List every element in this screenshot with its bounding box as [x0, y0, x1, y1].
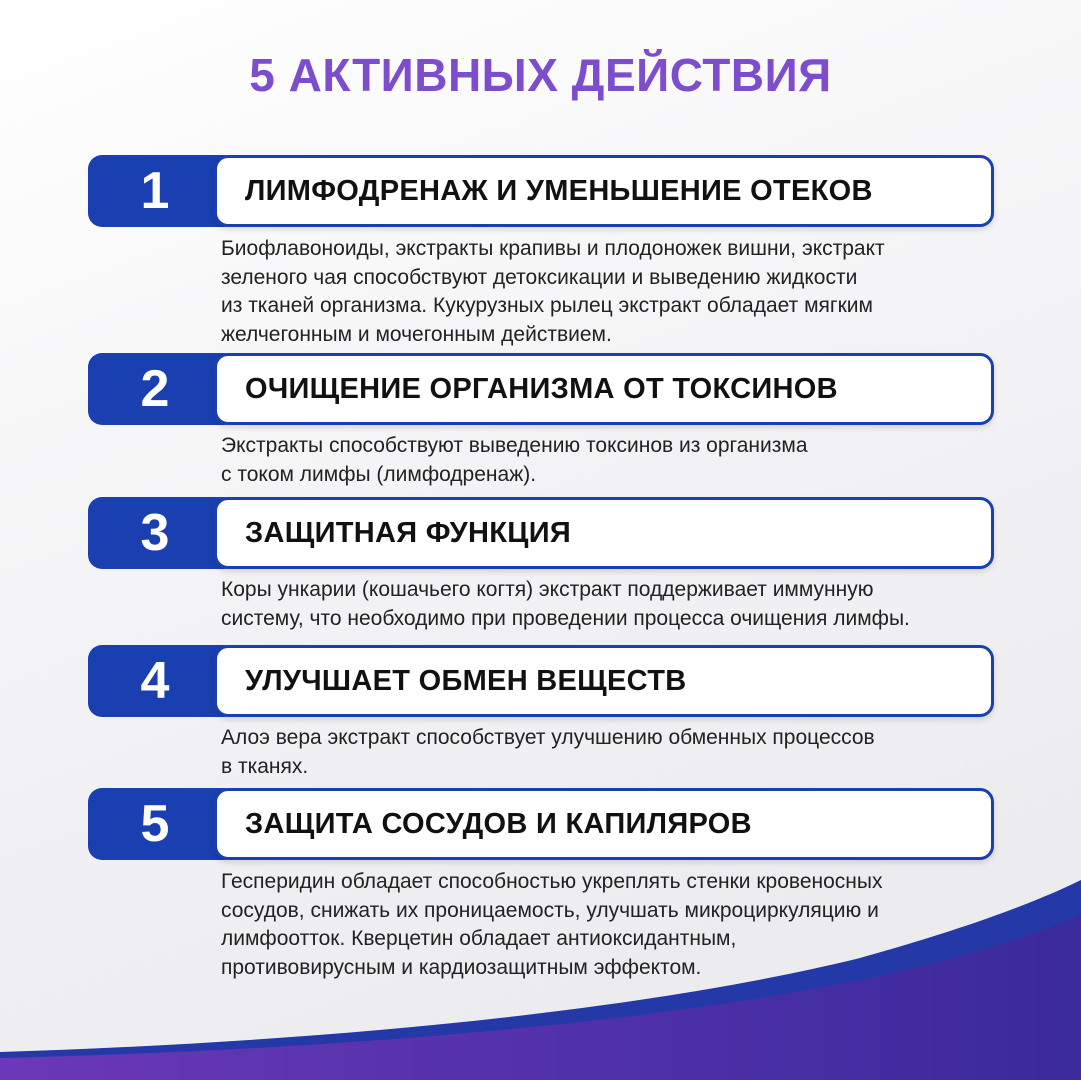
- description-line: зеленого чая способствуют детоксикации и выведению жидкости: [221, 265, 858, 289]
- item-description: [221, 576, 1021, 633]
- description-line: в тканях.: [221, 754, 309, 778]
- item-number-badge: 5: [88, 788, 238, 860]
- description-line: систему, что необходимо при проведении процесса очищения лимфы.: [221, 606, 910, 630]
- item-number-badge: 1: [88, 155, 238, 227]
- description-line: лимфоотток. Кверцетин обладает антиоксидантным,: [221, 927, 737, 950]
- item-heading: УЛУЧШАЕТ ОБМЕН ВЕЩЕСТВ: [214, 645, 994, 717]
- page-title: 5 АКТИВНЫХ ДЕЙСТВИЯ: [249, 49, 832, 101]
- item-description: [221, 724, 1021, 781]
- description-line: Гесперидин обладает способностью укреплять стенки кровеносных: [221, 870, 883, 893]
- description-line: желчегонным и мочегонным действием.: [221, 322, 612, 346]
- description-line: сосудов, снижать их проницаемость, улучшать микроциркуляцию и: [221, 898, 879, 922]
- item-number-badge: 3: [88, 497, 238, 569]
- item-heading: ОЧИЩЕНИЕ ОРГАНИЗМА ОТ ТОКСИНОВ: [214, 353, 994, 425]
- description-line: с током лимфы (лимфодренаж).: [221, 462, 537, 486]
- item-number-badge: 2: [88, 353, 238, 425]
- item-number-badge: 4: [88, 645, 238, 717]
- description-line: противовирусным и кардиозащитным эффектом.: [221, 955, 702, 979]
- item-heading: ЛИМФОДРЕНАЖ И УМЕНЬШЕНИЕ ОТЕКОВ: [214, 155, 994, 227]
- item-description: [221, 235, 1021, 349]
- description-line: Экстракты способствуют выведению токсинов из организма: [221, 434, 808, 457]
- item-heading: ЗАЩИТНАЯ ФУНКЦИЯ: [214, 497, 994, 569]
- description-line: Коры ункарии (кошачьего когтя) экстракт поддерживает иммунную: [221, 578, 874, 601]
- item-description: [221, 432, 1021, 489]
- description-line: Алоэ вера экстракт способствует улучшению обменных процессов: [221, 726, 875, 749]
- item-description: [221, 868, 1021, 982]
- item-heading: ЗАЩИТА СОСУДОВ И КАПИЛЯРОВ: [214, 788, 994, 860]
- description-line: Биофлавоноиды, экстракты крапивы и плодоножек вишни, экстракт: [221, 237, 885, 260]
- description-line: из тканей организма. Кукурузных рылец экстракт обладает мягким: [221, 294, 873, 317]
